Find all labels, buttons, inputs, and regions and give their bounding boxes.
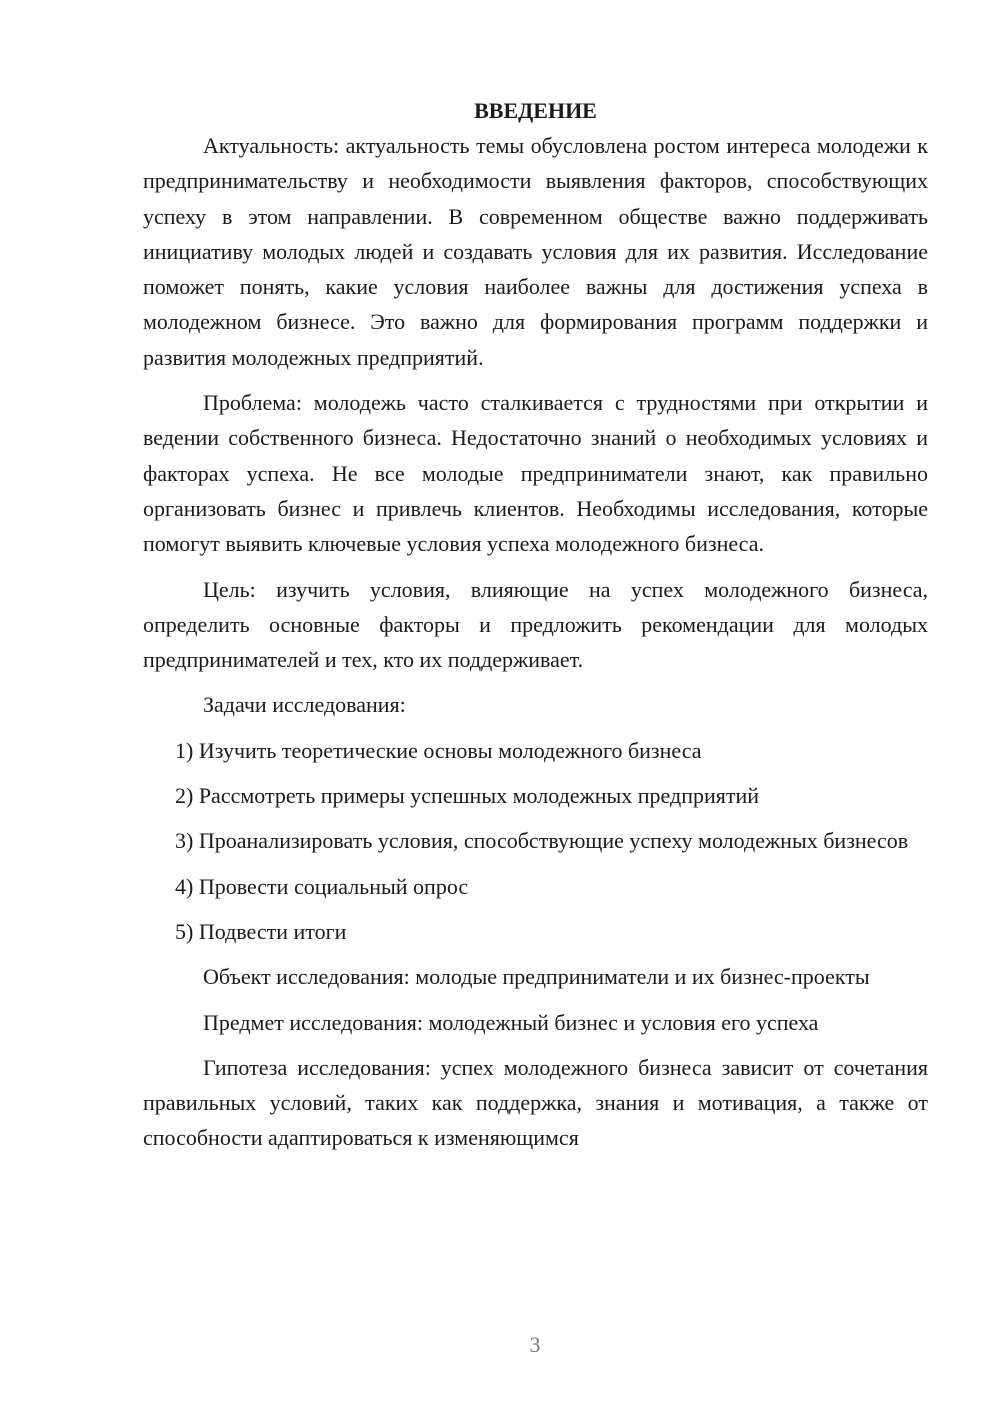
task-item: 4) Провести социальный опрос bbox=[175, 873, 469, 899]
subject-paragraph: Предмет исследования: молодежный бизнес и условия его успеха bbox=[203, 1009, 819, 1035]
task-item: 5) Подвести итоги bbox=[175, 918, 347, 944]
object-paragraph: Объект исследования: молодые предприниматели и их бизнес-проекты bbox=[203, 964, 870, 990]
problem-paragraph: Проблема: молодежь часто сталкивается с трудностями при открытии и ведении собственного бизнеса. Недостаточно знаний о необходимых условиях и факторах успеха. Не все молодые предприниматели знают, как правильно организовать бизнес и привлечь клиентов. Необходимы исследования, которые помогут выявить ключевые условия успеха молодежного бизнеса. bbox=[143, 390, 928, 557]
page-title: ВВЕДЕНИЕ bbox=[474, 98, 597, 123]
hypothesis-paragraph: Гипотеза исследования: успех молодежного бизнеса зависит от сочетания правильных условий, таких как поддержка, знания и мотивация, а также от способности адаптироваться к изменяющимся bbox=[143, 1054, 928, 1151]
goal-paragraph: Цель: изучить условия, влияющие на успех молодежного бизнеса, определить основные факторы и предложить рекомендации для молодых предпринимателей и тех, кто их поддерживает. bbox=[143, 576, 928, 673]
task-item: 3) Проанализировать условия, способствующие успеху молодежных бизнесов bbox=[175, 828, 909, 854]
task-item: 2) Рассмотреть примеры успешных молодежных предприятий bbox=[175, 783, 760, 809]
relevance-paragraph: Актуальность: актуальность темы обусловлена ростом интереса молодежи к предпринимательству и необходимости выявления факторов, способствующих успеху в этом направлении. В современном обществе важно поддерживать инициативу молодых людей и создавать условия для их развития. Исследование поможет понять, какие условия наиболее важны для достижения успеха в молодежном бизнесе. Это важно для формирования программ поддержки и развития молодежных предприятий. bbox=[143, 133, 928, 370]
tasks-heading: Задачи исследования: bbox=[203, 692, 406, 718]
task-item: 1) Изучить теоретические основы молодежного бизнеса bbox=[175, 737, 702, 763]
page-number: 3 bbox=[529, 1332, 541, 1357]
page-content bbox=[143, 93, 928, 1156]
